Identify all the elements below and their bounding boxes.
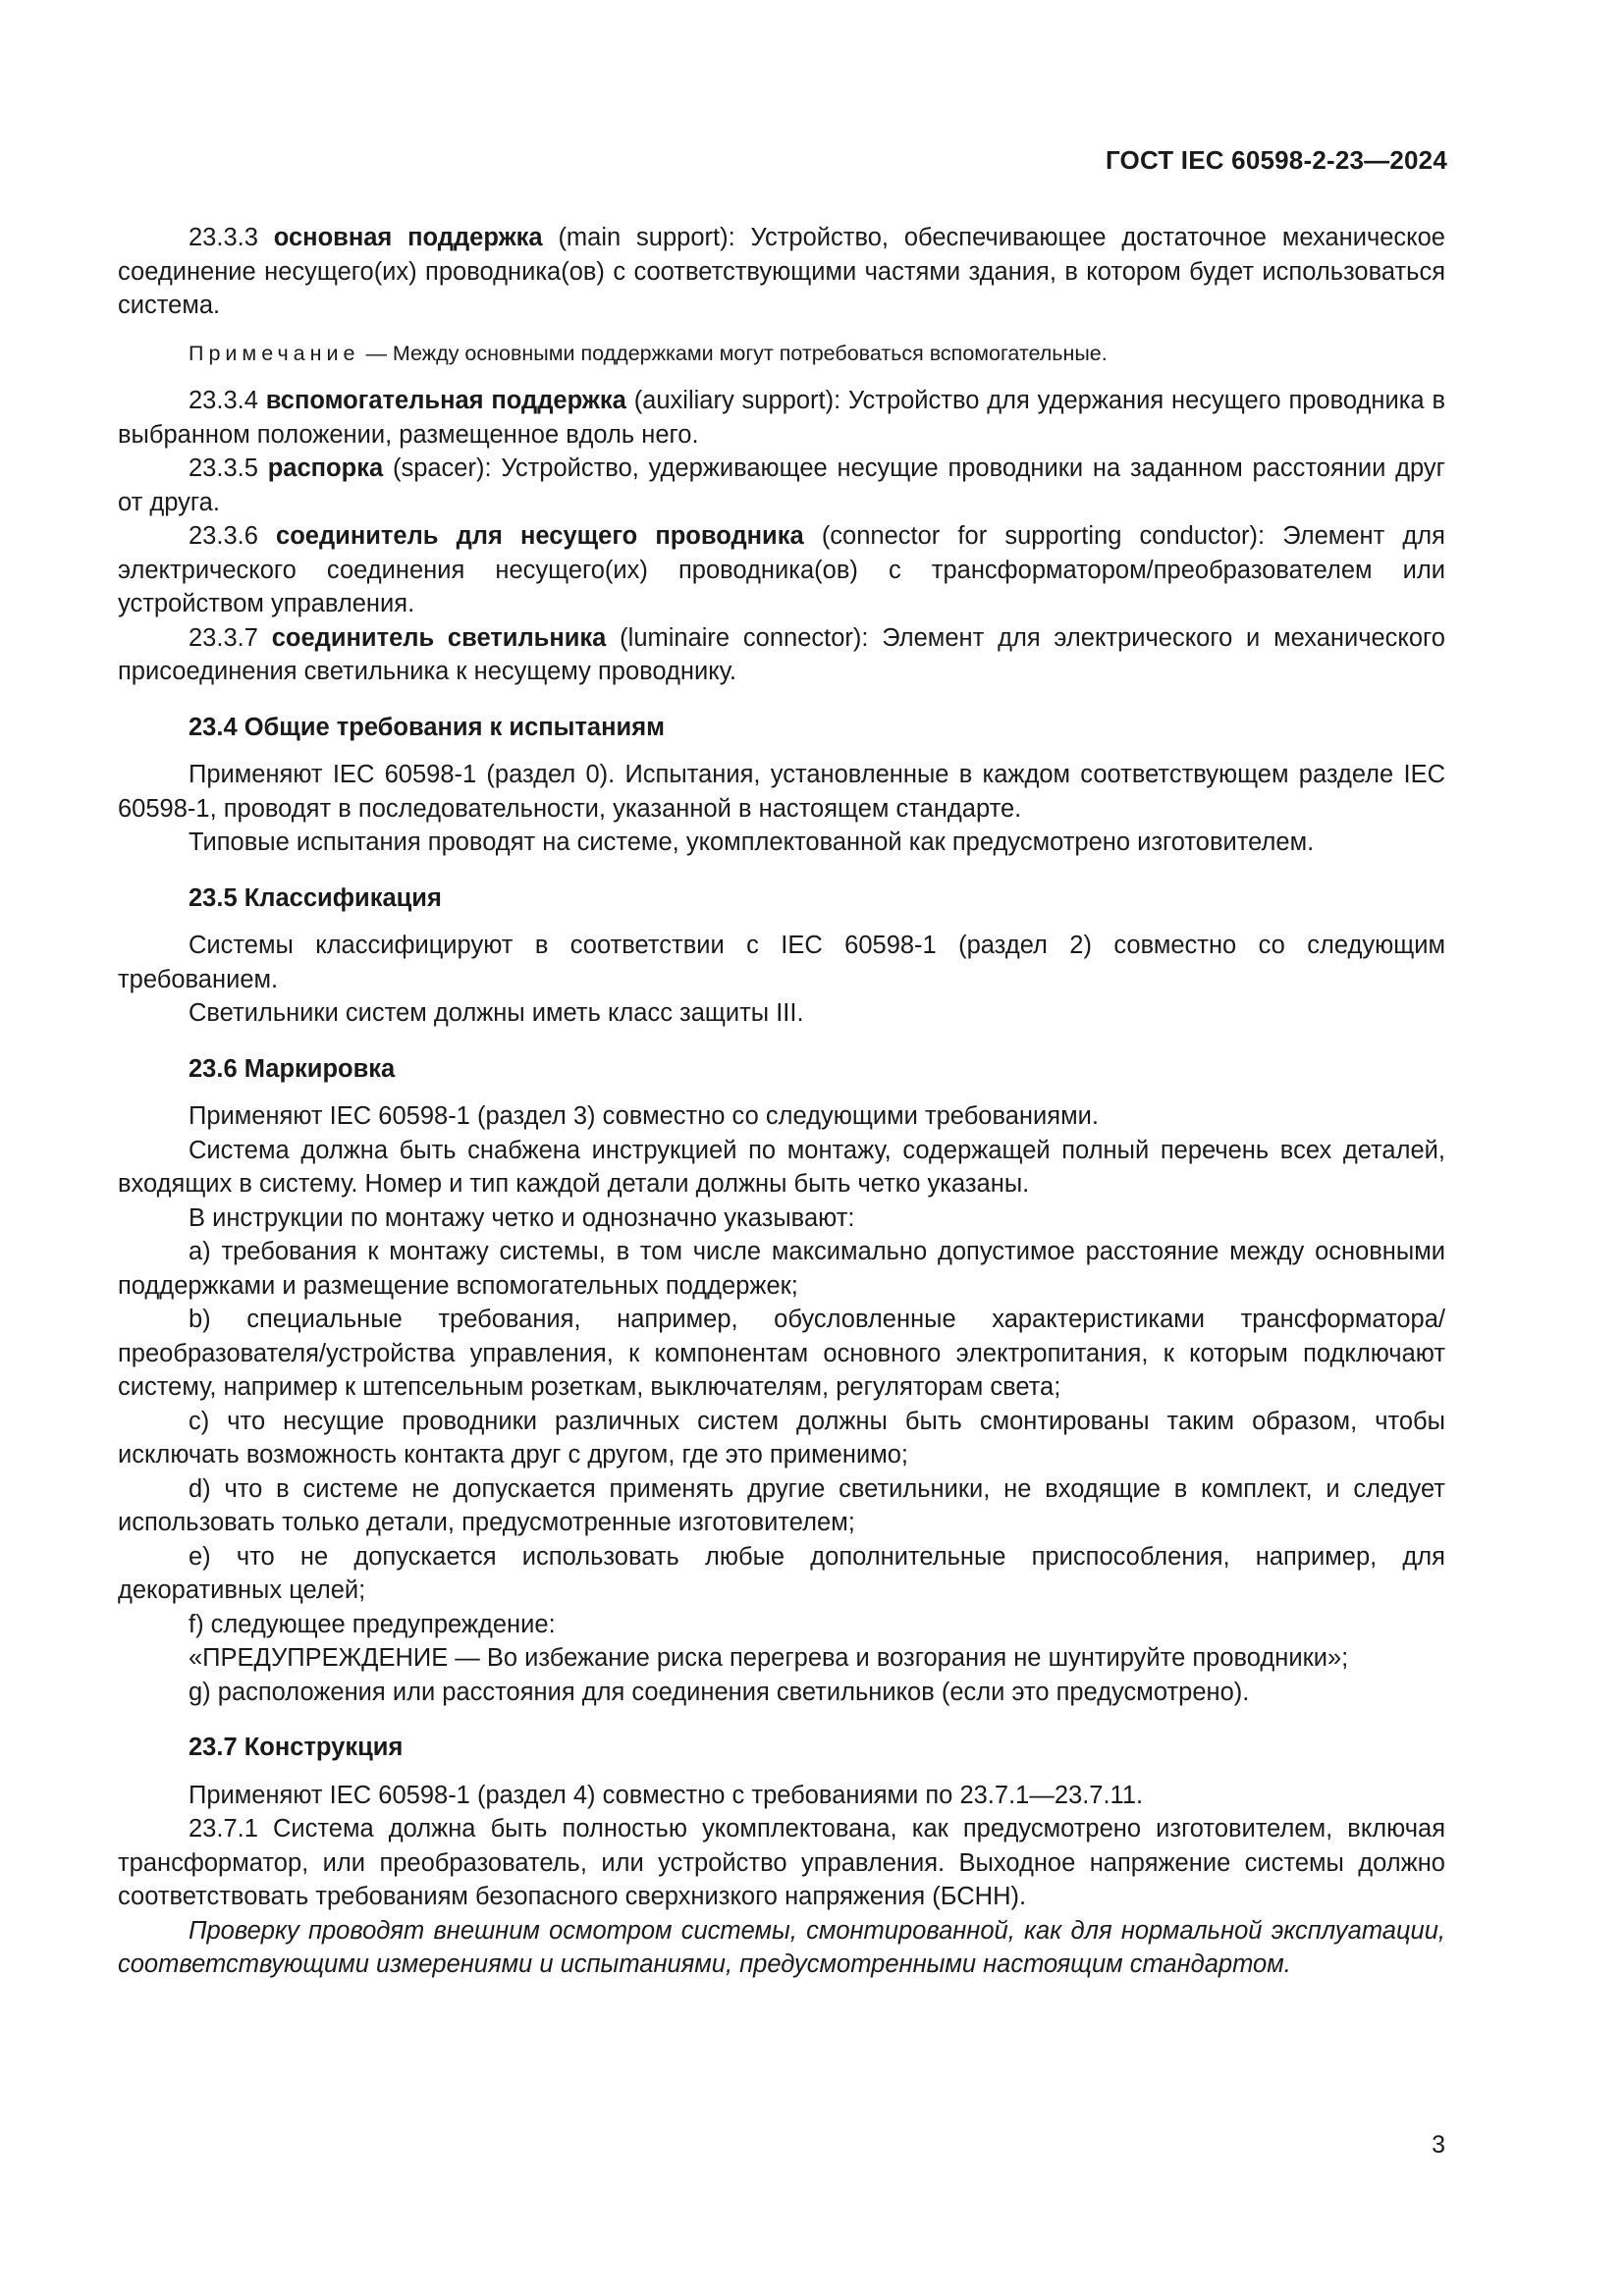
definition-term: соединитель для несущего проводника <box>276 522 804 550</box>
definition-number: 23.3.3 <box>189 224 258 251</box>
page-content <box>118 221 1445 1982</box>
definition-number: 23.3.5 <box>189 454 258 482</box>
definition-term: распорка <box>267 454 384 482</box>
paragraph: Применяют IEC 60598-1 (раздел 3) совместно со следующими требованиями. <box>189 1102 1099 1130</box>
list-item: e) что не допускается использовать любые дополнительные приспособления, например, для декоративных целей; <box>118 1542 1445 1604</box>
definition-text: (connector for supporting conductor): Элемент для электрического соединения несущего(их) проводника(ов) с трансформатором/преобразователем или устройством управления. <box>118 522 1445 617</box>
warning-text: «ПРЕДУПРЕЖДЕНИЕ — Во избежание риска перегрева и возгорания не шунтируйте проводники»; <box>189 1644 1349 1672</box>
paragraph: Применяют IEC 60598-1 (раздел 4) совместно с требованиями по 23.7.1—23.7.11. <box>189 1781 1144 1809</box>
page-number: 3 <box>1432 2131 1445 2159</box>
paragraph: Светильники систем должны иметь класс защиты III. <box>189 999 804 1027</box>
section-heading-23-6: 23.6 Маркировка <box>189 1054 396 1083</box>
standard-code: ГОСТ IEC 60598-2-23—2024 <box>1105 145 1447 175</box>
definition-number: 23.3.7 <box>189 623 258 652</box>
section-heading-23-7: 23.7 Конструкция <box>189 1734 404 1761</box>
definition-number: 23.3.4 <box>189 387 258 414</box>
section-heading-23-5: 23.5 Классификация <box>189 883 442 912</box>
definition-text: (auxiliary support): Устройство для удержания несущего проводника в выбранном положении, размещенное вдоль него. <box>118 387 1445 449</box>
definition-term: вспомогательная поддержка <box>265 387 626 414</box>
verification-text: Проверку проводят внешним осмотром системы, смонтированной, как для нормальной эксплуатации, соответствующими измерениями и испытаниями, предусмотренными настоящим стандартом. <box>118 1916 1445 1978</box>
section-heading-23-4: 23.4 Общие требования к испытаниям <box>189 713 665 741</box>
paragraph: Система должна быть снабжена инструкцией по монтажу, содержащей полный перечень всех деталей, входящих в систему. Номер и тип каждой детали должны быть четко указаны. <box>118 1136 1445 1198</box>
paragraph: Применяют IEC 60598-1 (раздел 0). Испытания, установленные в каждом соответствующем разделе IEC 60598-1, проводят в последовательности, указанной в настоящем стандарте. <box>118 761 1445 823</box>
paragraph: В инструкции по монтажу четко и однозначно указывают: <box>189 1203 855 1232</box>
definition-23-3-5 <box>118 452 1445 519</box>
list-item: c) что несущие проводники различных систем должны быть смонтированы таким образом, чтобы исключать возможность контакта друг с другом, где это применимо; <box>118 1407 1445 1468</box>
note <box>118 337 1445 371</box>
definition-23-3-7 <box>118 621 1445 689</box>
list-item: b) специальные требования, например, обусловленные характеристиками трансформатора/преобразователя/устройства управления, к компонентам основного электропитания, к которым подключают систему, например к штепсельным розеткам, выключателям, регуляторам света; <box>118 1306 1445 1401</box>
definition-text: (main support): Устройство, обеспечивающее достаточное механическое соединение несущего(их) проводника(ов) с соответствующими частями здания, в котором будет использоваться система. <box>118 224 1445 319</box>
definition-23-3-3 <box>118 221 1445 323</box>
list-item: f) следующее предупреждение: <box>189 1610 556 1638</box>
paragraph: Типовые испытания проводят на системе, укомплектованной как предусмотрено изготовителем. <box>189 828 1315 856</box>
definition-term: основная поддержка <box>273 224 543 251</box>
definition-number: 23.3.6 <box>189 522 258 550</box>
paragraph: 23.7.1 Система должна быть полностью укомплектована, как предусмотрено изготовителем, включая трансформатор, или преобразователь, или устройство управления. Выходное напряжение системы должно соответствовать требованиям безопасного сверхнизкого напряжения (БСНН). <box>118 1815 1445 1910</box>
list-item: d) что в системе не допускается применять другие светильники, не входящие в комплект, и следует использовать только детали, предусмотренные изготовителем; <box>118 1474 1445 1536</box>
note-label: Примечание <box>189 341 360 365</box>
definition-text: (luminaire connector): Элемент для электрического и механического присоединения светильника к несущему проводнику. <box>118 623 1445 685</box>
definition-term: соединитель светильника <box>271 623 607 652</box>
definition-text: (spacer): Устройство, удерживающее несущие проводники на заданном расстоянии друг от друга. <box>118 454 1445 516</box>
definition-23-3-4 <box>118 384 1445 452</box>
definition-23-3-6 <box>118 519 1445 621</box>
list-item: a) требования к монтажу системы, в том числе максимально допустимое расстояние между основными поддержками и размещение вспомогательных поддержек; <box>118 1238 1445 1300</box>
paragraph: Системы классифицируют в соответствии с IEC 60598-1 (раздел 2) совместно со следующим требованием. <box>118 932 1445 993</box>
note-text: — Между основными поддержками могут потребоваться вспомогательные. <box>365 341 1108 365</box>
list-item: g) расположения или расстояния для соединения светильников (если это предусмотрено). <box>189 1678 1250 1706</box>
